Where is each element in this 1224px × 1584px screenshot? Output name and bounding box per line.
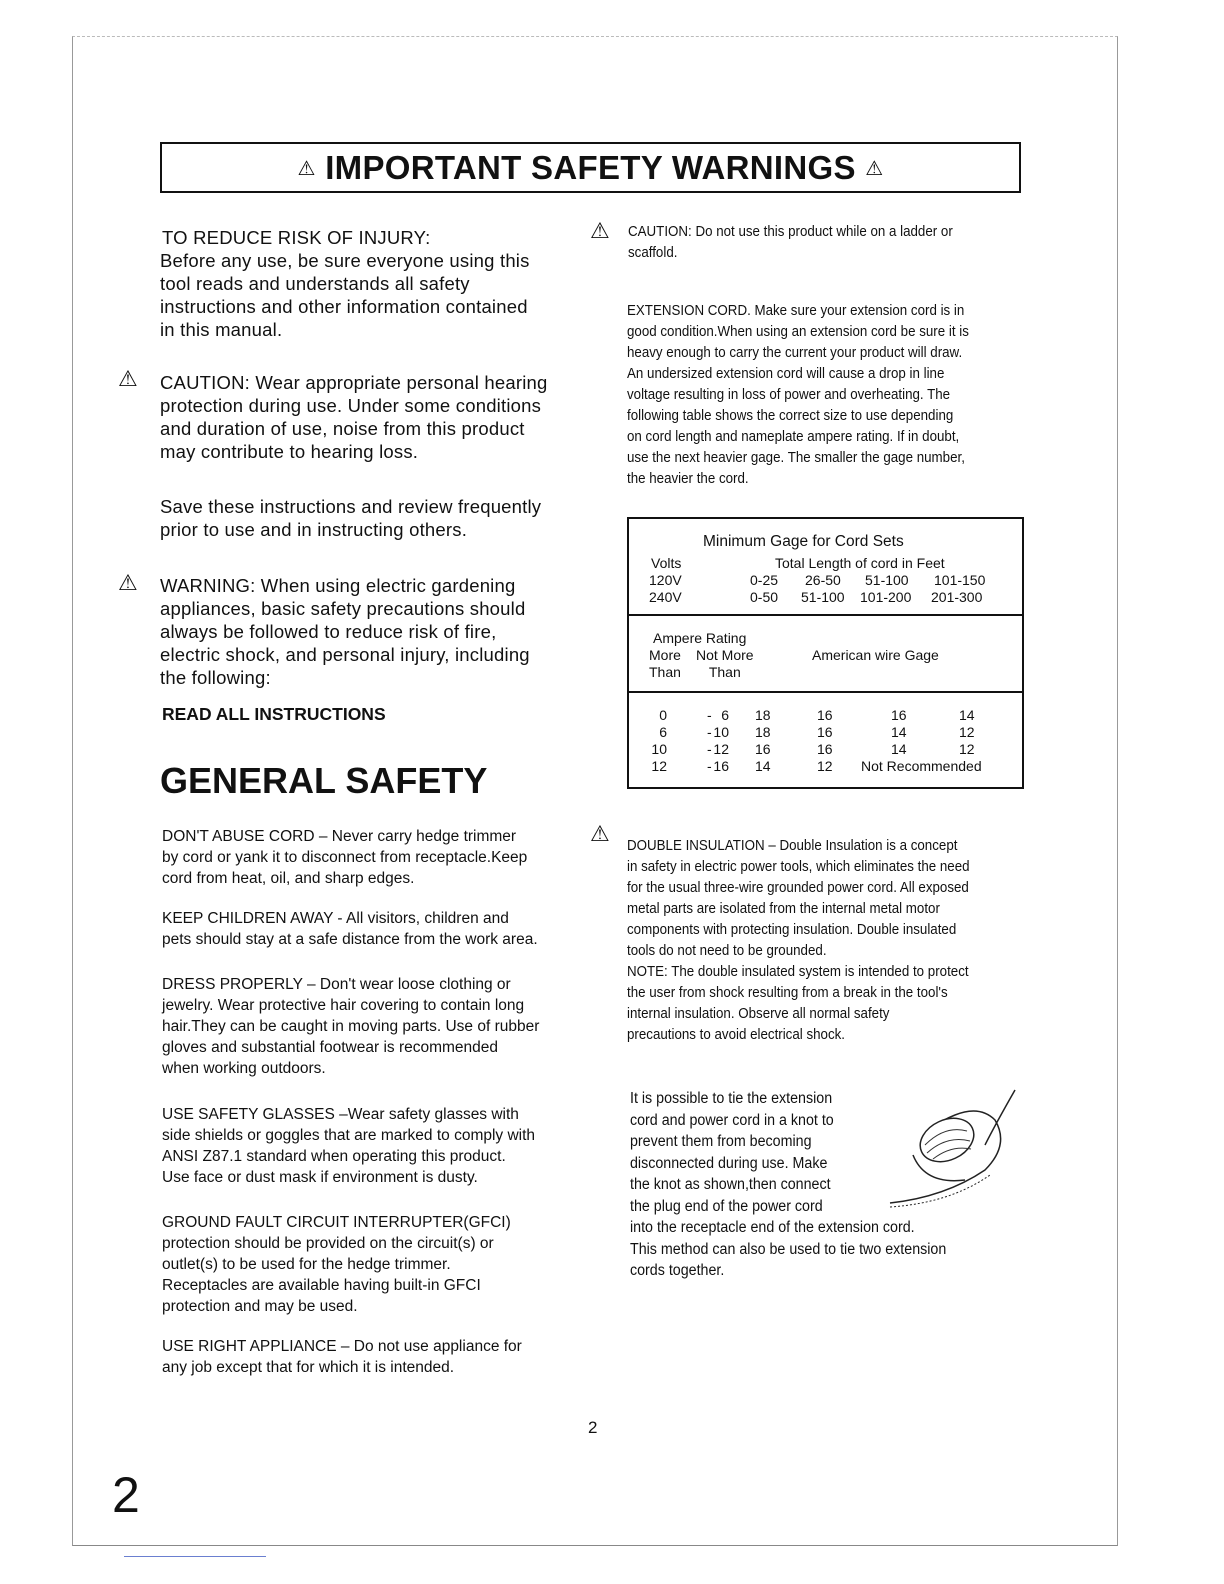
volts-120: 120V [649, 572, 682, 588]
item-dress-properly: DRESS PROPERLY – Don't wear loose clothing or jewelry. Wear protective hair covering to contain long hair.They can be caught in moving parts. Use of rubber gloves and substantial footwear is recommended when working outdoors. [162, 976, 540, 1077]
cell: 0-25 [750, 572, 779, 588]
table-row [629, 707, 1022, 724]
reduce-body: Before any use, be sure everyone using this tool reads and understands all safety instructions and other information contained in this manual. [160, 250, 530, 340]
cell: 101-200 [860, 589, 912, 605]
caution-ladder: CAUTION: Do not use this product while on a ladder or scaffold. [628, 224, 953, 261]
cell: 16 [817, 707, 833, 723]
cell: 12 [713, 741, 729, 757]
cell: 18 [755, 724, 771, 740]
big-page-number: 2 [112, 1467, 140, 1523]
dash: - [707, 724, 712, 740]
warning-triangle-icon: ⚠ [865, 158, 884, 180]
page-number: 2 [588, 1418, 598, 1437]
gage-table [627, 517, 1024, 789]
cell: 12 [651, 758, 667, 774]
cell: 16 [713, 758, 729, 774]
cell: 16 [817, 741, 833, 757]
awg-header: American wire Gage [812, 647, 939, 663]
cell: 6 [721, 707, 729, 723]
cell: 12 [959, 724, 975, 740]
double-insulation-text: DOUBLE INSULATION – Double Insulation is a concept in safety in electric power tools, which eliminates the need for the usual three-wire grounded power cord. All exposed metal parts are isolated from the internal metal motor components with protecting insulation. Double insulated tools do not need to be grounded. NOTE: The double insulated system is intended to protect the user from shock resulting from a break in the tool's internal insulation. Observe all normal safety precautions to avoid electrical shock. [627, 838, 970, 1043]
cell: 16 [891, 707, 907, 723]
cell: 12 [959, 741, 975, 757]
page-title [160, 142, 1021, 193]
cell: 26-50 [805, 572, 841, 588]
cell: 14 [891, 741, 907, 757]
cell: 12 [817, 758, 833, 774]
cell: 16 [755, 741, 771, 757]
warning-triangle-icon: ⚠ [590, 821, 610, 846]
dash: - [707, 707, 712, 723]
cell: 14 [755, 758, 771, 774]
cell: 14 [891, 724, 907, 740]
cell: 6 [659, 724, 667, 740]
cell: 101-150 [934, 572, 986, 588]
volts-label: Volts [651, 555, 682, 571]
cell: 0 [659, 707, 667, 723]
dash: - [707, 758, 712, 774]
more-than: More Than [649, 647, 681, 680]
cell: 51-100 [801, 589, 845, 605]
cell: 10 [713, 724, 729, 740]
not-more-than: Not More Than [696, 647, 754, 680]
table-row [629, 741, 1022, 758]
table-header-section [629, 519, 1022, 616]
table-ampere-section [629, 616, 1022, 693]
item-dont-abuse-cord: DON'T ABUSE CORD – Never carry hedge trimmer by cord or yank it to disconnect from receptacle.Keep cord from heat, oil, and sharp edges. [162, 828, 528, 887]
table-row [629, 758, 1022, 775]
dash: - [707, 741, 712, 757]
warning-triangle-icon: ⚠ [297, 158, 316, 180]
blue-rule [124, 1556, 266, 1557]
title-text: IMPORTANT SAFETY WARNINGS [325, 149, 856, 186]
general-safety-heading: GENERAL SAFETY [160, 760, 488, 801]
reduce-heading: TO REDUCE RISK OF INJURY: [162, 227, 431, 248]
item-gfci: GROUND FAULT CIRCUIT INTERRUPTER(GFCI) protection should be provided on the circuit(s) or outlet(s) to be used for the hedge trimmer. Receptacles are available having built-in GFCI protection and may be used. [162, 1214, 511, 1315]
volts-240: 240V [649, 589, 682, 605]
warning-triangle-icon: ⚠ [118, 570, 138, 595]
knot-text-continued: into the receptacle end of the extension cord. This method can also be used to tie two extension cords together. [630, 1219, 947, 1279]
warning-text: WARNING: When using electric gardening appliances, basic safety precautions should always be followed to reduce risk of fire, electric shock, and personal injury, including the following: [160, 575, 530, 688]
cell: 14 [959, 707, 975, 723]
caution-hearing: CAUTION: Wear appropriate personal hearing protection during use. Under some conditions and duration of use, noise from this product may contribute to hearing loss. [160, 372, 548, 462]
ampere-header: Ampere Rating [653, 630, 747, 646]
read-all-instructions: READ ALL INSTRUCTIONS [162, 704, 386, 724]
item-safety-glasses: USE SAFETY GLASSES –Wear safety glasses with side shields or goggles that are marked to comply with ANSI Z87.1 standard when operating this product. Use face or dust mask if environment is dusty. [162, 1106, 536, 1186]
table-title: Minimum Gage for Cord Sets [703, 533, 904, 550]
cell: 10 [651, 741, 667, 757]
item-keep-children-away: KEEP CHILDREN AWAY - All visitors, children and pets should stay at a safe distance from the work area. [162, 910, 538, 948]
cell: 51-100 [865, 572, 909, 588]
cord-knot-illustration [885, 1085, 1020, 1210]
warning-triangle-icon: ⚠ [118, 366, 138, 391]
knot-text: It is possible to tie the extension cord and power cord in a knot to prevent them from becoming disconnected during use. Make the knot as shown,then connect the plug end of the power cord [630, 1090, 834, 1215]
cell: 16 [817, 724, 833, 740]
extension-cord-text: EXTENSION CORD. Make sure your extension cord is in good condition.When using an extension cord be sure it is heavy enough to carry the current your product will draw. An undersized extension cord will cause a drop in line voltage resulting in loss of power and overheating. The following table shows the correct size to use depending on cord length and nameplate ampere rating. If in doubt, use the next heavier gage. The smaller the gage number, the heavier the cord. [627, 303, 969, 487]
warning-triangle-icon: ⚠ [590, 218, 610, 243]
cell: 18 [755, 707, 771, 723]
item-right-appliance: USE RIGHT APPLIANCE – Do not use appliance for any job except that for which it is intended. [162, 1338, 522, 1376]
cell: Not Recommended [861, 758, 982, 774]
save-instructions: Save these instructions and review frequently prior to use and in instructing others. [160, 496, 542, 540]
cell: 0-50 [750, 589, 779, 605]
length-header: Total Length of cord in Feet [775, 555, 945, 571]
cell: 201-300 [931, 589, 983, 605]
table-row [629, 724, 1022, 741]
